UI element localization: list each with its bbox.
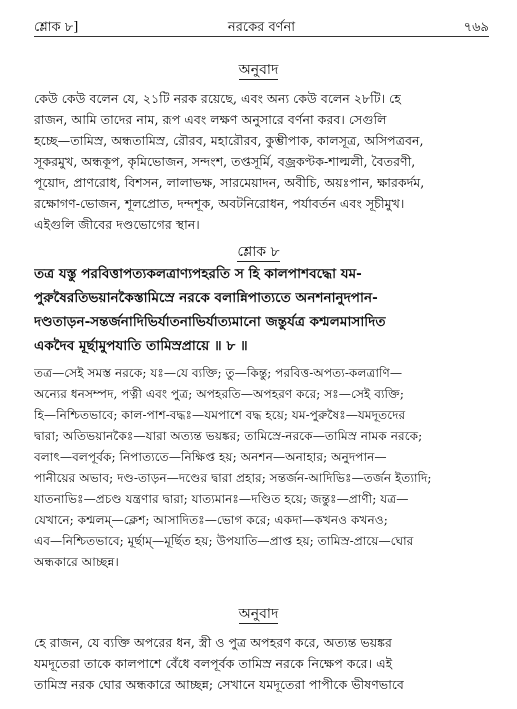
verse-heading: শ্লোক ৮ bbox=[237, 244, 280, 260]
synonym-line: যাতনাভিঃ—প্রচণ্ড যন্ত্রণার দ্বারা; যাত্যমানঃ—দণ্ডিত হয়ে; জন্তুঃ—প্রাণী; যত্র— bbox=[34, 492, 409, 506]
running-header bbox=[34, 18, 489, 37]
sanskrit-verse bbox=[34, 262, 489, 358]
synonym-line: বলাৎ—বলপূর্বক; নিপাত্যতে—নিক্ষিপ্ত হয়; অনশন—অনাহার; অনুদপান— bbox=[34, 450, 387, 464]
synonym-line: অন্যের ধনসম্পদ, পত্নী এবং পুত্র; অপহরতি—অপহরণ করে; সঃ—সেই ব্যক্তি; bbox=[34, 387, 404, 401]
header-chapter-title: নরকের বর্ণনা bbox=[227, 20, 296, 35]
synonym-line: পানীয়ের অভাব; দণ্ড-তাড়ন—দণ্ডের দ্বারা প্রহার; সন্তর্জন-আদিভিঃ—তর্জন ইত্যাদি; bbox=[34, 471, 432, 485]
text-line: রক্ষোগণ-ভোজন, শূলপ্রোত, দন্দশূক, অবটনিরোধন, পর্যাবর্তন এবং সূচীমুখ। bbox=[34, 196, 405, 211]
synonym-line: তত্র—সেই সমস্ত নরকে; যঃ—যে ব্যক্তি; তু—কিন্তু; পরবিত্ত-অপত্য-কলত্রাণি— bbox=[34, 366, 403, 380]
translation-heading-2: অনুবাদ bbox=[238, 606, 279, 622]
verse-line: তত্র যস্তু পরবিত্তাপত্যকলত্রাণ্যপহরতি স হি কালপাশবদ্ধো যম- bbox=[34, 266, 362, 282]
verse-line: একদৈব মূর্ছামুপযাতি তামিস্রপ্রায়ে ॥ ৮ ॥ bbox=[34, 338, 248, 354]
synonym-line: দ্বারা; অতিভয়ানকৈঃ—যারা অত্যন্ত ভয়ঙ্কর; তামিস্রে-নরকে—তামিস্র নামক নরকে; bbox=[34, 429, 423, 443]
text-line: যমদূতেরা তাকে কালপাশে বেঁধে বলপূর্বক তামিস্র নরকে নিক্ষেপ করে। এই bbox=[34, 656, 393, 671]
text-line: এইগুলি জীবের দণ্ডভোগের স্থান। bbox=[34, 217, 200, 232]
synonym-line: হি—নিশ্চিতভাবে; কাল-পাশ-বদ্ধঃ—যমপাশে বদ্ধ হয়ে; যম-পুরুষৈঃ—যমদূতদের bbox=[34, 408, 406, 422]
synonym-line: যেখানে; কশ্মলম্—ক্লেশ; আসাদিতঃ—ভোগ করে; একদা—কখনও কখনও; bbox=[34, 513, 388, 527]
header-verse-ref: শ্লোক ৮] bbox=[34, 20, 79, 35]
verse-line: দণ্ডতাড়ন-সন্তর্জনাদিভির্যাতনাভির্যাত্যমানো জন্তুর্যত্র কশ্মলমাসাদিত bbox=[34, 314, 386, 330]
text-line: কেউ কেউ বলেন যে, ২১টি নরক রয়েছে, এবং অন্য কেউ বলেন ২৮টি। হে bbox=[34, 91, 401, 106]
synonyms-paragraph bbox=[34, 363, 489, 573]
translation-heading: অনুবাদ bbox=[238, 62, 279, 78]
text-line: সূকরমুখ, অন্ধকূপ, কৃমিভোজন, সন্দংশ, তপ্তসূর্মি, বজ্রকণ্টক-শাল্মলী, বৈতরণী, bbox=[34, 154, 416, 169]
translation-paragraph-2 bbox=[34, 632, 489, 695]
synonym-line: এব—নিশ্চিতভাবে; মূর্ছাম্—মূর্ছিত হয়; উপযাতি—প্রাপ্ত হয়; তামিস্র-প্রায়ে—ঘোর bbox=[34, 534, 414, 548]
synonym-line: অন্ধকারে আচ্ছন্ন। bbox=[34, 555, 119, 569]
text-line: পূয়োদ, প্রাণরোধ, বিশসন, লালাভক্ষ, সারমেয়াদন, অবীচি, অয়ঃপান, ক্ষারকর্দম, bbox=[34, 175, 425, 190]
text-line: রাজন, আমি তাদের নাম, রূপ এবং লক্ষণ অনুসারে বর্ণনা করব। সেগুলি bbox=[34, 112, 387, 127]
text-line: হচ্ছে—তামিস্র, অন্ধতামিস্র, রৌরব, মহারৌরব, কুম্ভীপাক, কালসূত্র, অসিপত্রবন, bbox=[34, 133, 424, 148]
verse-line: পুরুষৈরতিভয়ানকৈস্তামিস্রে নরকে বলান্নিপাত্যতে অনশনানুদপান- bbox=[34, 290, 378, 306]
translation-paragraph bbox=[34, 88, 489, 235]
page-number: ৭৬৯ bbox=[463, 20, 489, 35]
text-line: হে রাজন, যে ব্যক্তি অপরের ধন, স্ত্রী ও পুত্র অপহরণ করে, অত্যন্ত ভয়ঙ্কর bbox=[34, 635, 392, 650]
text-line: তামিস্র নরক ঘোর অন্ধকারে আচ্ছন্ন; সেখানে যমদূতেরা পাপীকে ভীষণভাবে bbox=[34, 677, 404, 692]
